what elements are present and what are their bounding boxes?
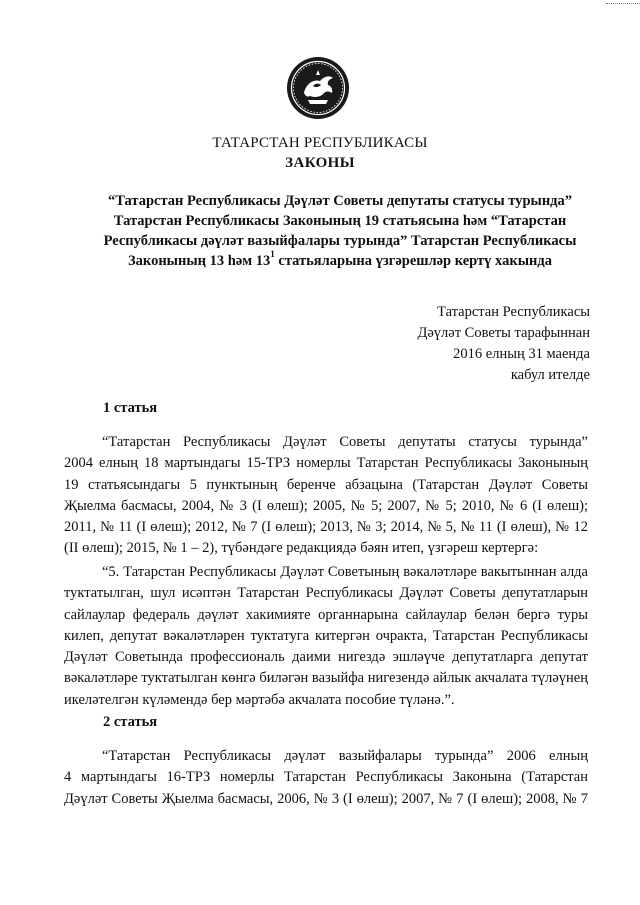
text-line: 2011, № 11 (I өлеш); 2012, № 7 (I өлеш); 2013, № 3; 2014, № 5, № 11 (I өлеш), № 12 <box>64 519 588 536</box>
text-line: (II өлеш); 2015, № 1 – 2), түбәндәге редакциядә бәян итеп, үзгәреш кертергә: <box>64 540 539 557</box>
title-line <box>80 251 600 271</box>
text-line: 2004 елның 18 мартындагы 15-ТРЗ номерлы Татарстан Республикасы Законының <box>64 455 588 472</box>
law-title <box>80 191 600 271</box>
text-line: килеп, депутат вәкаләтләрен туктатуга китергән очракта, Татарстан Республикасы <box>64 627 588 644</box>
text-line: Дәүләт Советында профессиональ даими нигездә эшләүче депутатларга депутат <box>64 649 588 666</box>
corner-scan-mark <box>606 3 640 5</box>
article-1-paragraph-2 <box>64 562 588 711</box>
text-line: икеләтелгән күләмендә бер мәртәбә акчалата пособие түләнә.”. <box>64 691 455 708</box>
adoption-line: кабул ителде <box>510 367 590 383</box>
text-line: сайлаулар федераль дәүләт хакимияте органнарына сайлаулар белән бергә туры <box>64 606 588 623</box>
article-2-paragraph-1 <box>64 746 588 810</box>
text-line: туктатылган, шул исәптән Татарстан Республикасы Дәүләт Советы депутатларын <box>64 585 588 602</box>
title-line: Республикасы дәүләт вазыйфалары турында” Татарстан Республикасы <box>103 233 577 249</box>
text-line: вәкаләтләре туктатылган көнгә биләгән вазыйфа нигезендә айлык акчалата түләүнең <box>64 670 588 687</box>
text-line: “5. Татарстан Республикасы Дәүләт Советының вәкаләтләре вакытыннан алда <box>102 564 588 580</box>
text-line: 4 мартындагы 16-ТРЗ номерлы Татарстан Республикасы Законына (Татарстан <box>64 769 588 786</box>
title-line: Татарстан Республикасы Законының 19 статьясына һәм “Татарстан <box>113 213 567 229</box>
text-line: “Татарстан Республикасы Дәүләт Советы депутаты статусы турында” <box>102 434 588 450</box>
adoption-line: 2016 елның 31 маенда <box>453 346 590 362</box>
article-1-heading: 1 статья <box>103 400 158 416</box>
title-line: “Татарстан Республикасы Дәүләт Советы депутаты статусы турында” <box>107 193 573 209</box>
text-line: Җыелма басмасы, 2004, № 3 (I өлеш); 2005, № 5; 2007, № 5; 2010, № 6 (I өлеш); <box>64 497 588 514</box>
title-line-part: статьяларына үзгәрешләр кертү хакында <box>274 253 552 269</box>
text-line: “Татарстан Республикасы дәүләт вазыйфалары турында” 2006 елның <box>102 748 588 764</box>
article-1-paragraph-1 <box>64 432 588 560</box>
article-2-heading: 2 статья <box>103 714 158 730</box>
text-line: Дәүләт Советы Җыелма басмасы, 2006, № 3 (I өлеш); 2007, № 7 (I өлеш); 2008, № 7 <box>64 790 588 807</box>
adoption-line: Татарстан Республикасы <box>437 304 590 320</box>
header-republic: ТАТАРСТАН РЕСПУБЛИКАСЫ <box>212 135 428 151</box>
header-law: ЗАКОНЫ <box>285 155 355 171</box>
adoption-note <box>417 302 590 386</box>
title-superscript: 1 <box>270 249 275 260</box>
emblem-svg <box>286 56 350 120</box>
text-line: 19 статьясындагы 5 пунктының беренче абзацына (Татарстан Дәүләт Советы <box>64 476 588 493</box>
coat-of-arms-emblem <box>286 56 350 120</box>
title-line-part: Законының 13 һәм 13 <box>128 253 271 269</box>
adoption-line: Дәүләт Советы тарафыннан <box>417 325 590 341</box>
